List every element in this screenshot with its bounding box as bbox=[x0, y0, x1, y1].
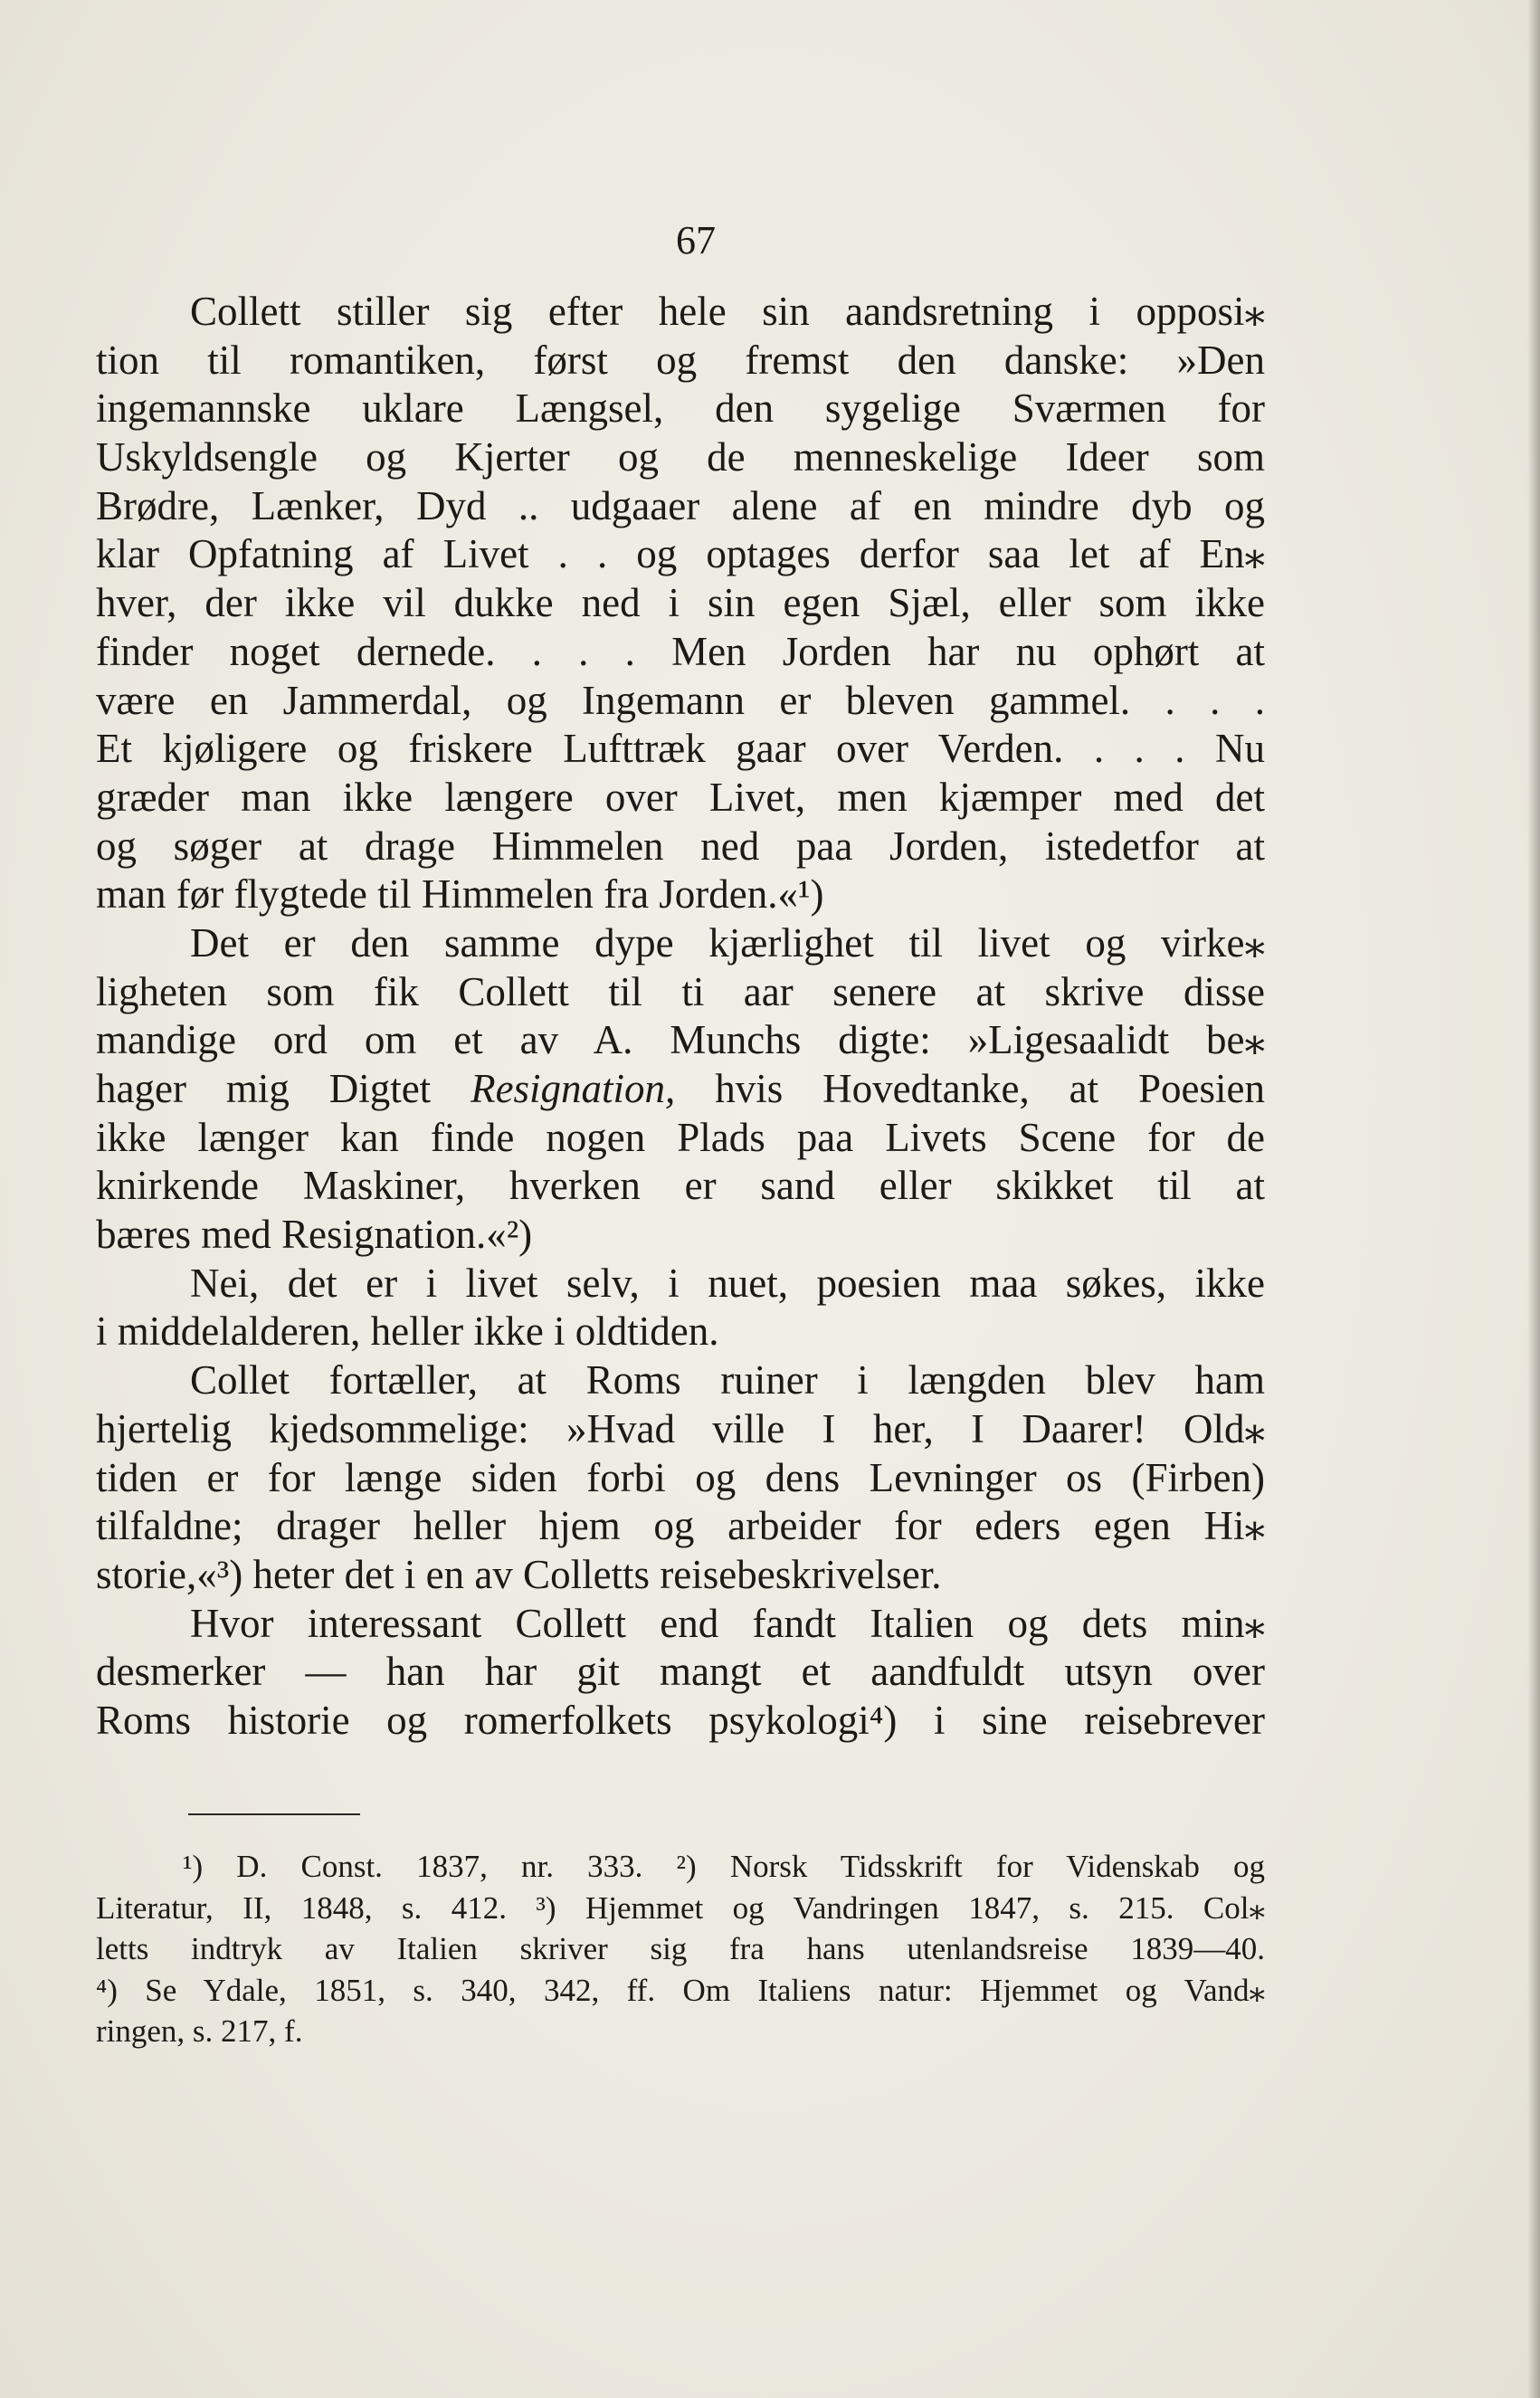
text-line: mandige ord om et av A. Munchs digte: »Ligesaalidt be⁎ bbox=[96, 1017, 1265, 1063]
body-text bbox=[96, 288, 1265, 1746]
text-line: Roms historie og romerfolkets psykologi⁴) i sine reisebrever bbox=[96, 1697, 1265, 1743]
text-line: Et kjøligere og friskere Lufttræk gaar over Verden. . . . Nu bbox=[96, 726, 1265, 772]
text-line: hver, der ikke vil dukke ned i sin egen Sjæl, eller som ikke bbox=[96, 580, 1265, 626]
text-line: Collett stiller sig efter hele sin aandsretning i opposi⁎ bbox=[190, 289, 1265, 334]
text-line: desmerker — han har git mangt et aandfuldt utsyn over bbox=[96, 1649, 1265, 1695]
text-line: klar Opfatning af Livet . . og optages derfor saa let af En⁎ bbox=[96, 531, 1265, 577]
page-number: 67 bbox=[676, 218, 716, 262]
text-segment: hager mig Digtet bbox=[96, 1066, 471, 1111]
page-edge-shadow bbox=[1527, 0, 1540, 2398]
text-line: Brødre, Lænker, Dyd .. udgaaer alene af en mindre dyb og bbox=[96, 482, 1265, 528]
text-line-with-italic bbox=[96, 1065, 1265, 1114]
footnote-line: ringen, s. 217, f. bbox=[96, 2013, 303, 2050]
text-line: ligheten som fik Collett til ti aar senere at skrive disse bbox=[96, 968, 1265, 1014]
text-line: hjertelig kjedsommelige: »Hvad ville I her, I Daarer! Old⁎ bbox=[96, 1405, 1265, 1451]
text-line: Uskyldsengle og Kjerter og de menneskelige Ideer som bbox=[96, 434, 1265, 481]
text-line: bæres med Resignation.«²) bbox=[96, 1212, 533, 1258]
footnote-divider bbox=[188, 1813, 360, 1815]
italic-title: Resignation, bbox=[471, 1066, 676, 1111]
text-line: Nei, det er i livet selv, i nuet, poesien maa søkes, ikke bbox=[190, 1260, 1265, 1306]
text-line: være en Jammerdal, og Ingemann er bleven gammel. . . . bbox=[96, 677, 1265, 723]
footnote-line: letts indtryk av Italien skriver sig fra hans utenlandsreise 1839—40. bbox=[96, 1931, 1265, 1967]
text-line: ikke længer kan finde nogen Plads paa Livets Scene for de bbox=[96, 1114, 1265, 1160]
footnote-line: ¹) D. Const. 1837, nr. 333. ²) Norsk Tidsskrift for Videnskab og bbox=[183, 1849, 1265, 1884]
text-segment: hvis Hovedtanke, at Poesien bbox=[675, 1066, 1265, 1111]
text-line: Det er den samme dype kjærlighet til livet og virke⁎ bbox=[190, 919, 1265, 966]
text-line: tiden er for længe siden forbi og dens Levninger os (Firben) bbox=[96, 1454, 1265, 1500]
text-line: ingemannske uklare Længsel, den sygelige Sværmen for bbox=[96, 385, 1265, 432]
footnote-line: Literatur, II, 1848, s. 412. ³) Hjemmet og Vandringen 1847, s. 215. Col⁎ bbox=[96, 1889, 1265, 1926]
text-line: Collet fortæller, at Roms ruiner i længden blev ham bbox=[190, 1357, 1265, 1404]
text-line: storie,«³) heter det i en av Colletts reisebeskrivelser. bbox=[96, 1551, 942, 1597]
text-line: tilfaldne; drager heller hjem og arbeider for eders egen Hi⁎ bbox=[96, 1503, 1265, 1549]
text-line: finder noget dernede. . . . Men Jorden har nu ophørt at bbox=[96, 628, 1265, 674]
text-line: man før flygtede til Himmelen fra Jorden.«¹) bbox=[96, 871, 824, 918]
text-line: knirkende Maskiner, hverken er sand eller skikket til at bbox=[96, 1163, 1265, 1209]
text-line: tion til romantiken, først og fremst den danske: »Den bbox=[96, 337, 1265, 383]
text-line: og søger at drage Himmelen ned paa Jorden, istedetfor at bbox=[96, 823, 1265, 869]
footnote-line: ⁴) Se Ydale, 1851, s. 340, 342, ff. Om Italiens natur: Hjemmet og Vand⁎ bbox=[96, 1972, 1265, 2008]
text-line: i middelalderen, heller ikke i oldtiden. bbox=[96, 1308, 719, 1355]
footnotes bbox=[96, 1846, 1265, 2052]
text-line: Hvor interessant Collett end fandt Italien og dets min⁎ bbox=[190, 1600, 1265, 1646]
text-line: græder man ikke længere over Livet, men kjæmper med det bbox=[96, 774, 1265, 820]
